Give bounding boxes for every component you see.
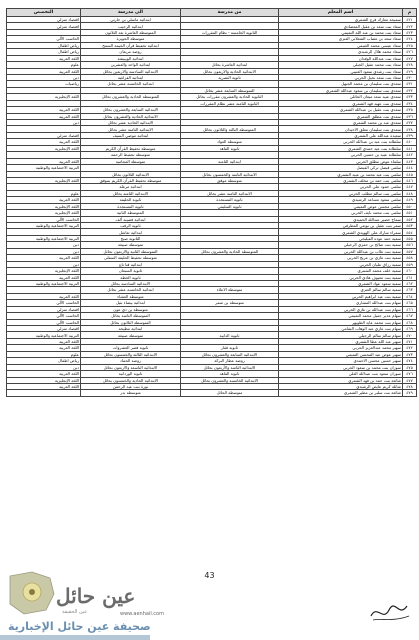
to-school: ابتدائية الفزاغية	[81, 74, 181, 80]
row-number: ٤٤٧	[403, 184, 417, 190]
teacher-transfer-table	[6, 8, 417, 397]
teacher-name: سمية سالم سالم العنزي	[279, 287, 403, 293]
specialty: الحاسب الآلي	[7, 36, 81, 42]
to-school: ابتدائية تحفيظ قرآن الخيمة السمح	[81, 42, 181, 48]
teacher-name: سعدي عبد بن محمد الشمري	[279, 120, 403, 126]
specialty: اللغة العربية	[7, 338, 81, 344]
row-number: ٤٥٣	[403, 223, 417, 229]
specialty: اقتصاد منزلي	[7, 23, 81, 29]
from-school: المتوسطة الحادية والعشرون بحائل	[181, 248, 279, 254]
to-school: متوسطة بدر	[81, 390, 181, 396]
to-school: الثانوية صبح	[81, 235, 181, 241]
specialty: الحاسب الآلي	[7, 216, 81, 222]
teacher-name: سعاد سعد بن غضاب الشعلاني العنزي	[279, 36, 403, 42]
column-header-name: اسم المعلم	[279, 9, 403, 17]
teacher-name: سمراء مبارك على الهويدي الشمري	[279, 229, 403, 235]
to-school: ثانوية السبعان	[81, 268, 181, 274]
teacher-name: سلمى فيصل تركي الفيصل	[279, 165, 403, 171]
from-school: الابتدائية الثامنة عشر بحائل	[181, 190, 279, 196]
to-school: المتوسطة الثانية والاربعون بحائل	[81, 248, 181, 254]
row-number: ٤٧٦	[403, 371, 417, 377]
row-number: ٤٤٨	[403, 190, 417, 196]
specialty: اللغة العربية	[7, 197, 81, 203]
teacher-name: سعاد بنت رشدي سعود العتيبي	[279, 68, 403, 74]
teacher-name: سمية رزاق عليان الحربي	[279, 261, 403, 267]
teacher-name: سعاد بنت محمد عقيل الجبلي	[279, 62, 403, 68]
specialty: اللغة العربية	[7, 55, 81, 61]
to-school: متوسطة الحويزة	[81, 36, 181, 42]
teacher-name: سمية بنت معيوف هادي الحربي	[279, 274, 403, 280]
table-row	[7, 94, 417, 100]
to-school: ثانوية الخطة	[81, 274, 181, 280]
to-school: متوسطة تحفيظ الحليفة السفلى	[81, 255, 181, 261]
to-school: الابتدائية السادسة بحائل	[81, 280, 181, 286]
to-school: متوسطة صبيغة	[81, 332, 181, 338]
row-number: ٤٢٢	[403, 23, 417, 29]
teacher-name: سعدي بنت سليمان بن سعود عبدالله الشمري	[279, 87, 403, 93]
specialty: التربية الاجتماعية والوطنية	[7, 280, 81, 286]
row-number: ٤٣٥	[403, 107, 417, 113]
specialty: اللغة العربية	[7, 345, 81, 351]
teacher-name: سهير عوض عبد المحسن التميمي	[279, 351, 403, 357]
to-school: ابتدائية مرغلة	[81, 184, 181, 190]
specialty: اللغة العربية	[7, 274, 81, 280]
to-school: متوسطة تحفيظ الرحمة	[81, 152, 181, 158]
teacher-name: سعدي بنت سليمان بن محمد الجبهل	[279, 81, 403, 87]
to-school: الابتدائية الثالثة والخمسون بحائل	[81, 351, 181, 357]
row-number: ٤٣٧	[403, 120, 417, 126]
teacher-name: سمية بنت غازي بن عريج الحربي	[279, 255, 403, 261]
from-school: المتوسطة السابعة عشر بحائل	[181, 87, 279, 93]
row-number: ٤٣٢	[403, 87, 417, 93]
to-school: الابتدائية السابعة والعشرون بحائل	[81, 107, 181, 113]
teacher-name: سهام سالم سالم الرجيلي	[279, 332, 403, 338]
row-number: ٤٦٣	[403, 287, 417, 293]
row-number: ٤٣٤	[403, 100, 417, 106]
row-number: ٤٦٩	[403, 326, 417, 332]
to-school: متوسطة المجامية	[81, 158, 181, 164]
row-number: ٤٧٢	[403, 345, 417, 351]
column-header-spec: التخصص	[7, 9, 81, 17]
specialty: دين	[7, 364, 81, 370]
specialty: اقتصاد منزلي	[7, 306, 81, 312]
from-school: ثانوية الدابية	[181, 332, 279, 338]
brand-subtitle: عين الحقيقة	[62, 609, 88, 615]
teacher-name: سمر بنت عقيل بن نويعي المطرفي	[279, 223, 403, 229]
from-school: الابتدائية الحادية والاربعون بحائل	[181, 68, 279, 74]
specialty: اللغة الإنجليزية	[7, 203, 81, 209]
to-school: متوسطة صبيغة	[81, 242, 181, 248]
to-school: ثانوية المستجدة	[81, 203, 181, 209]
teacher-name: سلماء عوض مطلق الحربي	[279, 158, 403, 164]
to-school: ابتدائية بيضاء نثيل	[81, 300, 181, 306]
to-school: الابتدائية الثامنة بحائل	[81, 190, 181, 196]
row-number: ٤٣٠	[403, 74, 417, 80]
to-school: روضة الحماد	[81, 358, 181, 364]
teacher-name: سهام عذير جميل محمد التميمي	[279, 313, 403, 319]
to-school: ابتدائية الخامسة عشر بحائل	[81, 81, 181, 87]
row-number: ٤٢٦	[403, 49, 417, 55]
to-school: الابتدائية الحادية والعشرون بحائل	[81, 113, 181, 119]
column-header-num: م	[403, 9, 417, 17]
to-school: الابتدائية الحادية عشر بحائل	[81, 120, 181, 126]
from-school: ثانوية النصرية	[181, 74, 279, 80]
brand-title: عين حائل	[56, 584, 136, 608]
teacher-name: سلمى سعود مساعد الرشيدي	[279, 197, 403, 203]
from-school: ثانوية السليمي	[181, 203, 279, 209]
teacher-name: شائعة بنت حمد بن فهد الشمري	[279, 377, 403, 383]
specialty: التربية الاجتماعية والوطنية	[7, 165, 81, 171]
specialty: رياض اطفال	[7, 358, 81, 364]
table-row	[7, 390, 417, 396]
teacher-name: سعدي بنت عقيل بن عبدالله الشمري	[279, 107, 403, 113]
to-school: الابتدائية الثلاثون بحائل	[81, 171, 181, 177]
from-school: متوسطة بن شمر	[181, 300, 279, 306]
teacher-name: سلمى حمود علي الحربي	[279, 184, 403, 190]
from-school: متوسطة الحائل	[181, 390, 279, 396]
teacher-name: سمية بنت صالح بن حمزي الرجيلي	[279, 242, 403, 248]
specialty: الحاسب الآلي	[7, 300, 81, 306]
specialty: رياض اطفال	[7, 49, 81, 55]
to-school: المتوسطة الثانية	[81, 210, 181, 216]
specialty: اللغة الإنجليزية	[7, 94, 81, 100]
specialty: رياضيات	[7, 81, 81, 87]
row-number: ٤٧١	[403, 338, 417, 344]
table-header-row	[7, 9, 417, 17]
from-school: الثانوية الخامسة - نظام المقررات	[181, 29, 279, 35]
specialty: اللغة العربية	[7, 107, 81, 113]
teacher-name: سهام بنت غازي عبد الوهاب الشامي	[279, 326, 403, 332]
specialty: دين	[7, 120, 81, 126]
to-school: متوسطة تحفيظ القرآن الكريم بموقق	[81, 177, 181, 183]
teacher-name: سهير حسين محسن الاحمدي	[279, 358, 403, 364]
to-school: المتوسطة الحادية والعشرون بحائل	[81, 94, 181, 100]
teacher-name: سعدي عبيد سعد ميعان الحائلي	[279, 94, 403, 100]
row-number: ٤٥٠	[403, 203, 417, 209]
row-number: ٤٤١	[403, 145, 417, 151]
specialty: اللغة العربية	[7, 293, 81, 299]
row-number: ٤٦٧	[403, 313, 417, 319]
teacher-name: سمية خلف محمد الشمري	[279, 268, 403, 274]
table-row	[7, 377, 417, 383]
teacher-name: سلمى بنت محمد نايف الحربي	[279, 210, 403, 216]
specialty: اقتصاد منزلي	[7, 17, 81, 23]
specialty: اللغة العربية	[7, 139, 81, 145]
from-school: الابتدائية السابعة والعشرون بحائل	[181, 351, 279, 357]
row-number: ٤٣٦	[403, 113, 417, 119]
teacher-name: سلمى بنت عيد محمد بن عبيد الشمري	[279, 171, 403, 177]
to-school: ثانوية قصر العشروات	[81, 345, 181, 351]
row-number: ٤٥٤	[403, 229, 417, 235]
specialty: اللغة الإنجليزية	[7, 145, 81, 151]
specialty: اللغة العربية	[7, 113, 81, 119]
aen-hail-logo-icon	[2, 568, 60, 618]
specialty: اللغة الإنجليزية	[7, 210, 81, 216]
table-row	[7, 68, 417, 74]
to-school: ابتدائية مطيحة	[81, 326, 181, 332]
row-number: ٤٦٦	[403, 306, 417, 312]
row-number: ٤٣٣	[403, 94, 417, 100]
specialty: دين	[7, 74, 81, 80]
from-school: متوسطة الاعلاء	[181, 287, 279, 293]
to-school: روضة مريعان	[81, 49, 181, 55]
brand-strip	[0, 635, 150, 640]
row-number: ٤٥٦	[403, 242, 417, 248]
teacher-name: سمية سعود عواد الشمري	[279, 280, 403, 286]
specialty: الحاسب الآلي	[7, 319, 81, 325]
to-school: ابتدائية موضي السيف	[81, 132, 181, 138]
from-school: الثانوية الحادية والعشرون مقررات بحائل	[181, 94, 279, 100]
teacher-name: سلمى بنت سالم مطلب الحربي	[279, 190, 403, 196]
to-school: ابتدائية تعاشل	[81, 229, 181, 235]
specialty: اللغة الإنجليزية	[7, 177, 81, 183]
specialty: اقتصاد منزلي	[7, 132, 81, 138]
row-number: ٤٧٥	[403, 364, 417, 370]
specialty: علوم	[7, 351, 81, 357]
specialty: اللغة الإنجليزية	[7, 268, 81, 274]
specialty: رياض اطفال	[7, 42, 81, 48]
row-number: ٤٤٦	[403, 177, 417, 183]
specialty: اللغة العربية	[7, 68, 81, 74]
teacher-name: سلطانة بنت عيد حمدي الشمري	[279, 145, 403, 151]
to-school: الابتدائية الحادية والخمسون بحائل	[81, 377, 181, 383]
row-number: ٤٢٣	[403, 29, 417, 35]
page-number: 43	[204, 571, 215, 580]
teacher-name: سعيدة عبدالله على الشمري	[279, 132, 403, 138]
teacher-name: سهام بنت عبدالله المشاري	[279, 300, 403, 306]
to-school: ابتدائية قصيبة ألف	[81, 216, 181, 222]
brand-tagline: صحيفة عين حائل الإخبارية	[8, 620, 151, 633]
from-school: الابتدائية الثامنة والأربعون بحائل	[181, 364, 279, 370]
row-number: ٤٦٤	[403, 293, 417, 299]
row-number: ٤٤٢	[403, 152, 417, 158]
specialty: الحاسب الآلي	[7, 313, 81, 319]
to-school: ابتدائية الويبيشة	[81, 55, 181, 61]
row-number: ٤٤٩	[403, 197, 417, 203]
to-school: متوسطة بن ذي عون	[81, 306, 181, 312]
specialty: علوم	[7, 62, 81, 68]
specialty: دين	[7, 242, 81, 248]
to-school: ثانوية الحليفة	[81, 197, 181, 203]
to-school: الابتدائية الثامنة عشر بحائل	[81, 126, 181, 132]
specialty: اللغة الإنجليزية	[7, 377, 81, 383]
row-number: ٤٢٩	[403, 68, 417, 74]
specialty: اللغة العربية	[7, 158, 81, 164]
row-number: ٤٥٥	[403, 235, 417, 241]
teacher-name: سمية حمد عوده الفيليجي	[279, 235, 403, 241]
specialty: اقتصاد منزلي	[7, 326, 81, 332]
to-school: ابتدائية الخامسة عشر بحائل	[81, 287, 181, 293]
brand-url[interactable]: www.aenhail.com	[120, 611, 164, 617]
specialty: اللغة العربية	[7, 371, 81, 377]
row-number: ٤٦٢	[403, 280, 417, 286]
from-school: الثانوية الثامنة عشر نظام المقررات	[181, 100, 279, 106]
teacher-name: سهير محمد عبدالعزيز الحربي	[279, 345, 403, 351]
row-number: ٤٢٥	[403, 42, 417, 48]
to-school: ابتدائية الرحيب	[81, 23, 181, 29]
row-number: ٤٤٥	[403, 171, 417, 177]
from-school: المتوسطة الثالثة والثلاثون بحائل	[181, 126, 279, 132]
specialty: اللغة العربية	[7, 383, 81, 389]
teacher-name: سهير عبد الله عطا الشمري	[279, 338, 403, 344]
teacher-name: سعاد محمد هلال الرشيدي	[279, 49, 403, 55]
teacher-name: سوزان بنت محمد بن سعود الحربي	[279, 364, 403, 370]
to-school: المتوسطة الثامنة بحائل	[81, 313, 181, 319]
row-number: ٤٦٥	[403, 300, 417, 306]
row-number: ٤٢٨	[403, 62, 417, 68]
specialty: التربية الاجتماعية والوطنية	[7, 332, 81, 338]
teacher-name: سعدي بنت مطلق الشمري	[279, 113, 403, 119]
to-school: المتوسطة العاشرة بعد الثلاثون	[81, 29, 181, 35]
to-school: ابتدائية الواحد والعشرين	[81, 62, 181, 68]
row-number: ٤٣٩	[403, 132, 417, 138]
teacher-name: سهام بنت محمد عايد الطويهر	[279, 319, 403, 325]
to-school: الابتدائية التاسعة والاربعون بحائل	[81, 364, 181, 370]
teacher-name: سعاد بنت عبدالله الوقدان	[279, 55, 403, 61]
specialty: اللغة العربية	[7, 255, 81, 261]
from-school: روضة عطار البركة	[181, 358, 279, 364]
row-number: ٤٥٩	[403, 261, 417, 267]
row-number: ٤٣٨	[403, 126, 417, 132]
to-school: متوسطة العشاء	[81, 293, 181, 299]
teacher-name: سماح خضير عبدالله الحميدي	[279, 216, 403, 222]
teacher-name: سهام بنت عبدالله بن غازي الحربي	[279, 306, 403, 312]
to-school: ابتدائية قنا تاع	[81, 261, 181, 267]
teacher-name: سعاد بنت سعد نحيل الحربي	[279, 74, 403, 80]
teacher-name: سعدي بنت سليمان معلق الاحيدان	[279, 126, 403, 132]
from-school: ابتدائية الثامنة	[181, 158, 279, 164]
from-school: ثانوية الفاهد	[181, 371, 279, 377]
from-school: ثانوية المستجدة	[181, 197, 279, 203]
to-school: ابتدائية ماسلي بن حارثي	[81, 17, 181, 23]
teacher-name: سعاد عيسى محمد الغنيمي	[279, 42, 403, 48]
row-number: ٤٣١	[403, 81, 417, 87]
teacher-name: سعاد بنت محمد بن عبد الله التميمي	[279, 29, 403, 35]
row-number: ٤٢٤	[403, 36, 417, 42]
teacher-name: سمية بنت غلاب بن عبدالله الحربي	[279, 248, 403, 254]
row-number: ٤٧٨	[403, 383, 417, 389]
specialty: دين	[7, 248, 81, 254]
column-header-from: من مدرسة	[181, 9, 279, 17]
row-number: ٤٧٣	[403, 351, 417, 357]
specialty: دين	[7, 261, 81, 267]
signature-icon	[367, 598, 413, 626]
to-school: متوسطة تحفيظ القرآن الكريم	[81, 145, 181, 151]
from-school: ثانوية قفار	[181, 345, 279, 351]
row-number: ٤٧٧	[403, 377, 417, 383]
teacher-name: شائلة كريم عايض الرشيدي	[279, 383, 403, 389]
to-school: نورة بنت عبد الرحمن	[81, 383, 181, 389]
table-body	[7, 17, 417, 397]
specialty: التربية الاجتماعية والوطنية	[7, 235, 81, 241]
row-number: ٤٢١	[403, 17, 417, 23]
to-school: ثانوية الوردانية	[81, 371, 181, 377]
from-school: متوسطة العواد	[181, 139, 279, 145]
row-number: ٤٧٤	[403, 358, 417, 364]
from-school: ابتدائية العاشرة بحائل	[181, 62, 279, 68]
transfer-table-sheet	[6, 8, 416, 563]
to-school: المتوسطة الثلاثون بحائل	[81, 319, 181, 325]
row-number: ٤٦٨	[403, 319, 417, 325]
teacher-name: سلمى محسن عوض التميمي	[279, 203, 403, 209]
teacher-name: سمية بنت عيد ابراهيم الحربي	[279, 293, 403, 299]
teacher-name: سلطانة عبيد بن حسين الحربي	[279, 152, 403, 158]
specialty: التربية الاجتماعية والوطنية	[7, 223, 81, 229]
from-school: الابتدائية الخامسة والعشرون بحائل	[181, 377, 279, 383]
row-number: ٤٥٢	[403, 216, 417, 222]
row-number: ٤٧٠	[403, 332, 417, 338]
teacher-name: سعاد بنت سعد بن عقيل المعضادي	[279, 23, 403, 29]
row-number: ٤٦١	[403, 274, 417, 280]
row-number: ٤٥٨	[403, 255, 417, 261]
teacher-name: سوزان سعود بنت عبدالله العلي	[279, 371, 403, 377]
from-school: متوسطة موقق	[181, 177, 279, 183]
row-number: ٤٤٠	[403, 139, 417, 145]
row-number: ٤٤٣	[403, 158, 417, 164]
teacher-name: سلطانة بنت عبد بن عبدالله الحربي	[279, 139, 403, 145]
teacher-name: سعدي بنت عهيد فهد الشمري	[279, 100, 403, 106]
row-number: ٤٦٠	[403, 268, 417, 274]
row-number: ٤٧٩	[403, 390, 417, 396]
row-number: ٤٥١	[403, 210, 417, 216]
row-number: ٤٢٧	[403, 55, 417, 61]
specialty: علوم	[7, 190, 81, 196]
to-school: الابتدائية السادسة والاربعين بحائل	[81, 68, 181, 74]
from-school: الابتدائية الثامنة والخمسون بحائل	[181, 171, 279, 177]
teacher-name: سلمى بنت حمد بن مخلف الشمري	[279, 177, 403, 183]
from-school: ثانوية الفاهد	[181, 145, 279, 151]
to-school: ثانوية الرقب	[81, 223, 181, 229]
teacher-name: شائعه بنت سلير بن مطير الشمري	[279, 390, 403, 396]
column-header-to: الى مدرسة	[81, 9, 181, 17]
specialty	[7, 390, 81, 396]
row-number: ٤٤٤	[403, 165, 417, 171]
row-number: ٤٥٧	[403, 248, 417, 254]
teacher-name: سميحة معارك فرج الشمري	[279, 17, 403, 23]
